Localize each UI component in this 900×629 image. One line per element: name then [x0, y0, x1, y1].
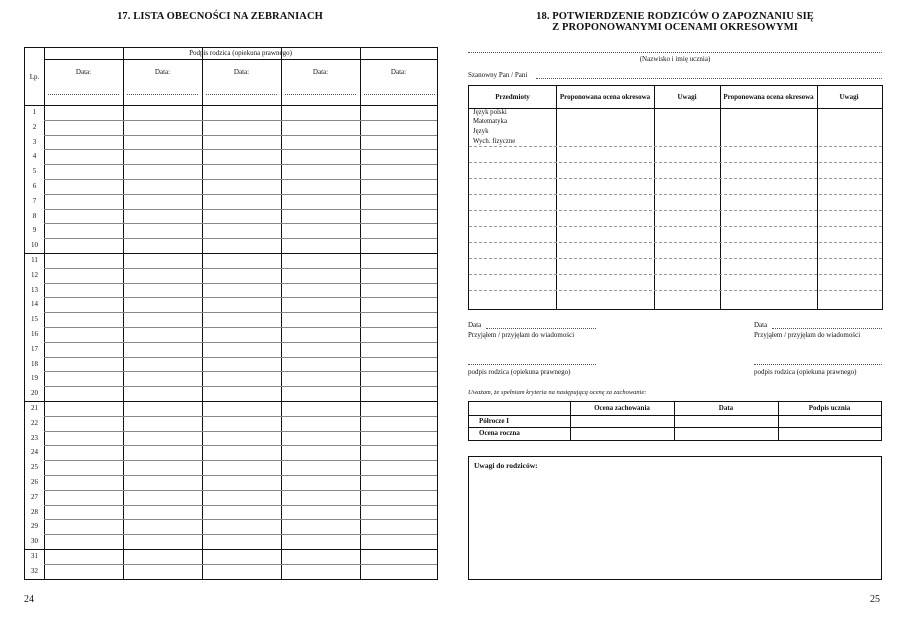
lp-header: Lp.: [29, 73, 40, 81]
student-name-line[interactable]: [468, 52, 882, 53]
date-label-4: Data:: [312, 68, 329, 76]
row-number: 3: [32, 137, 37, 146]
row-number: 30: [31, 537, 38, 546]
row-divider: [44, 490, 437, 491]
row-number: 12: [31, 270, 38, 279]
grades-header-proposed-1: Proponowana ocena okresowa: [559, 93, 651, 101]
confirm-right-signature-line[interactable]: [754, 364, 882, 365]
row-number: 29: [31, 522, 38, 531]
student-name-caption: (Nazwisko i imię ucznia): [639, 55, 711, 63]
confirmation-title-line2: Z PROPONOWANYMI OCENAMI OKRESOWYMI: [552, 22, 798, 33]
date-label-1: Data:: [75, 68, 92, 76]
row-divider: [25, 549, 437, 550]
row-divider: [44, 223, 437, 224]
grade-row-divider: [469, 226, 882, 227]
row-number: 25: [31, 463, 38, 472]
grade-row-divider: [469, 146, 882, 147]
attendance-title: 17. LISTA OBECNOŚCI NA ZEBRANIACH: [117, 11, 323, 22]
grades-header-notes-1: Uwagi: [677, 93, 697, 101]
confirm-left-signature-line[interactable]: [468, 364, 596, 365]
grade-row-divider: [469, 274, 882, 275]
row-divider: [44, 431, 437, 432]
row-divider: [44, 297, 437, 298]
salutation: Szanowny Pan / Pani: [468, 71, 528, 79]
confirm-right-date: Data: [754, 321, 768, 329]
row-number: 1: [32, 108, 37, 116]
row-number: 6: [32, 182, 37, 190]
behaviour-row-annual: Ocena roczna: [479, 429, 520, 437]
row-divider: [44, 179, 437, 180]
grade-row-divider: [469, 162, 882, 163]
row-divider: [44, 283, 437, 284]
row-divider: [44, 564, 437, 565]
row-divider: [44, 135, 437, 136]
behaviour-header-signature: Podpis ucznia: [808, 404, 851, 412]
behaviour-header-date: Data: [718, 404, 734, 412]
grade-row-divider: [469, 290, 882, 291]
row-number: 24: [31, 448, 38, 457]
confirmation-title-line1: 18. POTWIERDZENIE RODZICÓW O ZAPOZNANIU SIĘ: [536, 11, 814, 22]
row-divider: [44, 386, 437, 387]
salutation-line[interactable]: [536, 78, 882, 79]
row-number: 22: [31, 418, 38, 427]
row-number: 8: [32, 211, 37, 220]
behaviour-table: [468, 401, 882, 441]
subject-polish: Język polski: [473, 109, 507, 116]
row-divider: [44, 505, 437, 506]
grade-row-divider: [469, 178, 882, 179]
confirm-right-signature: podpis rodzica (opiekuna prawnego): [754, 368, 857, 376]
grade-row-divider: [469, 210, 882, 211]
row-divider: [44, 371, 437, 372]
row-divider: [44, 149, 437, 150]
confirm-right-date-line[interactable]: [772, 328, 882, 329]
row-number: 28: [31, 507, 38, 516]
row-divider: [44, 238, 437, 239]
grades-header-subject: Przedmioty: [495, 93, 530, 101]
confirm-left-date: Data: [468, 321, 482, 329]
row-number: 11: [31, 256, 38, 264]
row-divider: [44, 357, 437, 358]
behaviour-row-semester: Półrocze I: [479, 417, 509, 425]
row-number: 5: [32, 167, 37, 176]
subject-pe: Wych. fizyczne: [473, 138, 516, 145]
row-divider: [25, 253, 437, 254]
grades-header-proposed-2: Proponowana ocena okresowa: [723, 93, 814, 101]
row-divider: [44, 475, 437, 476]
row-number: 31: [31, 552, 38, 560]
date-label-3: Data:: [233, 68, 250, 76]
attendance-table: [24, 47, 438, 580]
subject-language: Język: [473, 128, 489, 135]
grade-row-divider: [469, 194, 882, 195]
row-number: 13: [31, 285, 38, 294]
row-number: 9: [32, 226, 37, 235]
row-number: 27: [31, 492, 38, 501]
grades-table: [468, 85, 883, 310]
row-number: 16: [31, 330, 38, 338]
row-divider: [44, 519, 437, 520]
row-divider: [44, 164, 437, 165]
row-divider: [44, 445, 437, 446]
row-divider: [44, 209, 437, 210]
row-number: 10: [31, 241, 38, 250]
signature-header: Podpis rodzica (opiekuna prawnego): [189, 49, 292, 57]
behaviour-header-grade: Ocena zachowania: [594, 404, 650, 412]
row-number: 21: [31, 404, 38, 412]
confirm-left-signature: podpis rodzica (opiekuna prawnego): [468, 368, 571, 376]
row-divider: [44, 194, 437, 195]
row-divider: [44, 534, 437, 535]
confirm-left-accepted: Przyjąłem / przyjęłam do wiadomości: [468, 331, 575, 339]
row-number: 17: [31, 344, 38, 353]
confirm-left-date-line[interactable]: [486, 328, 596, 329]
page-number-right: 25: [870, 594, 880, 605]
row-divider: [44, 460, 437, 461]
row-number: 23: [31, 433, 38, 442]
row-divider: [44, 120, 437, 121]
row-number: 26: [31, 478, 38, 486]
grades-header-notes-2: Uwagi: [839, 93, 859, 101]
row-number: 14: [31, 300, 38, 309]
row-divider: [44, 342, 437, 343]
grade-row-divider: [469, 258, 882, 259]
row-divider: [44, 312, 437, 313]
row-number: 18: [31, 359, 38, 368]
row-number: 2: [32, 122, 37, 131]
confirm-right-accepted: Przyjąłem / przyjęłam do wiadomości: [754, 331, 861, 339]
subject-math: Matematyka: [473, 118, 507, 125]
row-number: 19: [31, 374, 38, 383]
row-divider: [44, 327, 437, 328]
row-divider: [44, 268, 437, 269]
row-number: 15: [31, 315, 38, 324]
parent-notes-box[interactable]: [468, 456, 882, 580]
parent-notes-label: Uwagi do rodziców:: [474, 461, 538, 470]
row-number: 32: [31, 566, 38, 575]
row-number: 4: [32, 152, 37, 161]
row-number: 7: [32, 196, 37, 205]
page-number-left: 24: [24, 594, 34, 605]
row-number: 20: [31, 389, 38, 398]
date-label-2: Data:: [154, 68, 171, 76]
grade-row-divider: [469, 242, 882, 243]
behaviour-note: Uważam, że spełniam kryteria na następującą ocenę za zachowanie:: [468, 389, 647, 396]
row-divider: [25, 401, 437, 402]
row-divider: [44, 416, 437, 417]
date-label-5: Data:: [390, 68, 407, 76]
